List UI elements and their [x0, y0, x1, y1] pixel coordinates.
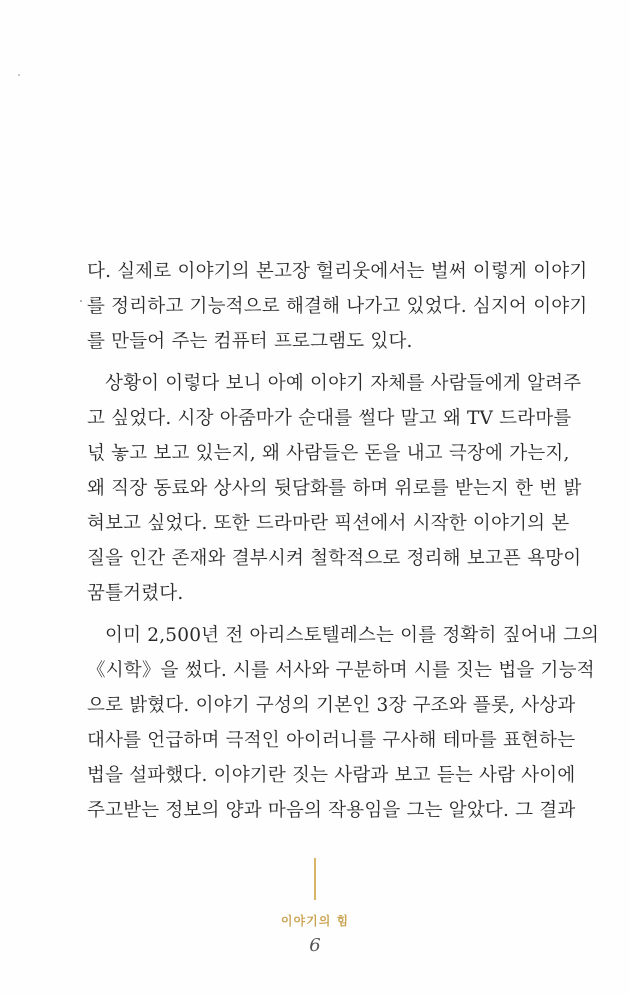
text-line: 상황이 이렇다 보니 아예 이야기 자체를 사람들에게 알려주	[105, 373, 582, 394]
scan-speck	[18, 74, 20, 76]
margin-speck	[80, 300, 82, 302]
body-text	[87, 254, 600, 835]
text-line: 다. 실제로 이야기의 본고장 헐리웃에서는 벌써 이렇게 이야기	[87, 261, 588, 282]
text-line: 법을 설파했다. 이야기란 짓는 사람과 보고 듣는 사람 사이에	[87, 765, 576, 786]
text-line: 를 정리하고 기능적으로 해결해 나가고 있었다. 심지어 이야기	[87, 296, 588, 317]
paragraph-2	[87, 366, 582, 611]
text-line: 왜 직장 동료와 상사의 뒷담화를 하며 위로를 받는지 한 번 밝	[87, 478, 582, 499]
text-line: 고 싶었다. 시장 아줌마가 순대를 썰다 말고 왜 TV 드라마를	[87, 408, 572, 429]
page-footer	[0, 858, 630, 956]
text-line: 질을 인간 존재와 결부시켜 철학적으로 정리해 보고픈 욕망이	[87, 548, 582, 569]
text-line: 꿈틀거렸다.	[87, 583, 184, 604]
footer-divider	[314, 858, 316, 900]
text-line: 를 만들어 주는 컴퓨터 프로그램도 있다.	[87, 331, 413, 352]
text-line: 으로 밝혔다. 이야기 구성의 기본인 3장 구조와 플롯, 사상과	[87, 695, 576, 716]
text-line: 대사를 언급하며 극적인 아이러니를 구사해 테마를 표현하는	[87, 730, 576, 751]
paragraph-1	[87, 254, 588, 359]
text-line: 넋 놓고 보고 있는지, 왜 사람들은 돈을 내고 극장에 가는지,	[87, 443, 570, 464]
text-line: 《시학》을 썼다. 시를 서사와 구분하며 시를 짓는 법을 기능적	[87, 660, 595, 681]
page-number: 6	[309, 935, 321, 956]
text-line: 주고받는 정보의 양과 마음의 작용임을 그는 알았다. 그 결과	[87, 800, 576, 821]
paragraph-3	[87, 618, 600, 828]
text-line: 혀보고 싶었다. 또한 드라마란 픽션에서 시작한 이야기의 본	[87, 513, 570, 534]
text-line: 이미 2,500년 전 아리스토텔레스는 이를 정확히 짚어내 그의	[105, 625, 600, 646]
running-title: 이야기의 힘	[280, 914, 350, 928]
